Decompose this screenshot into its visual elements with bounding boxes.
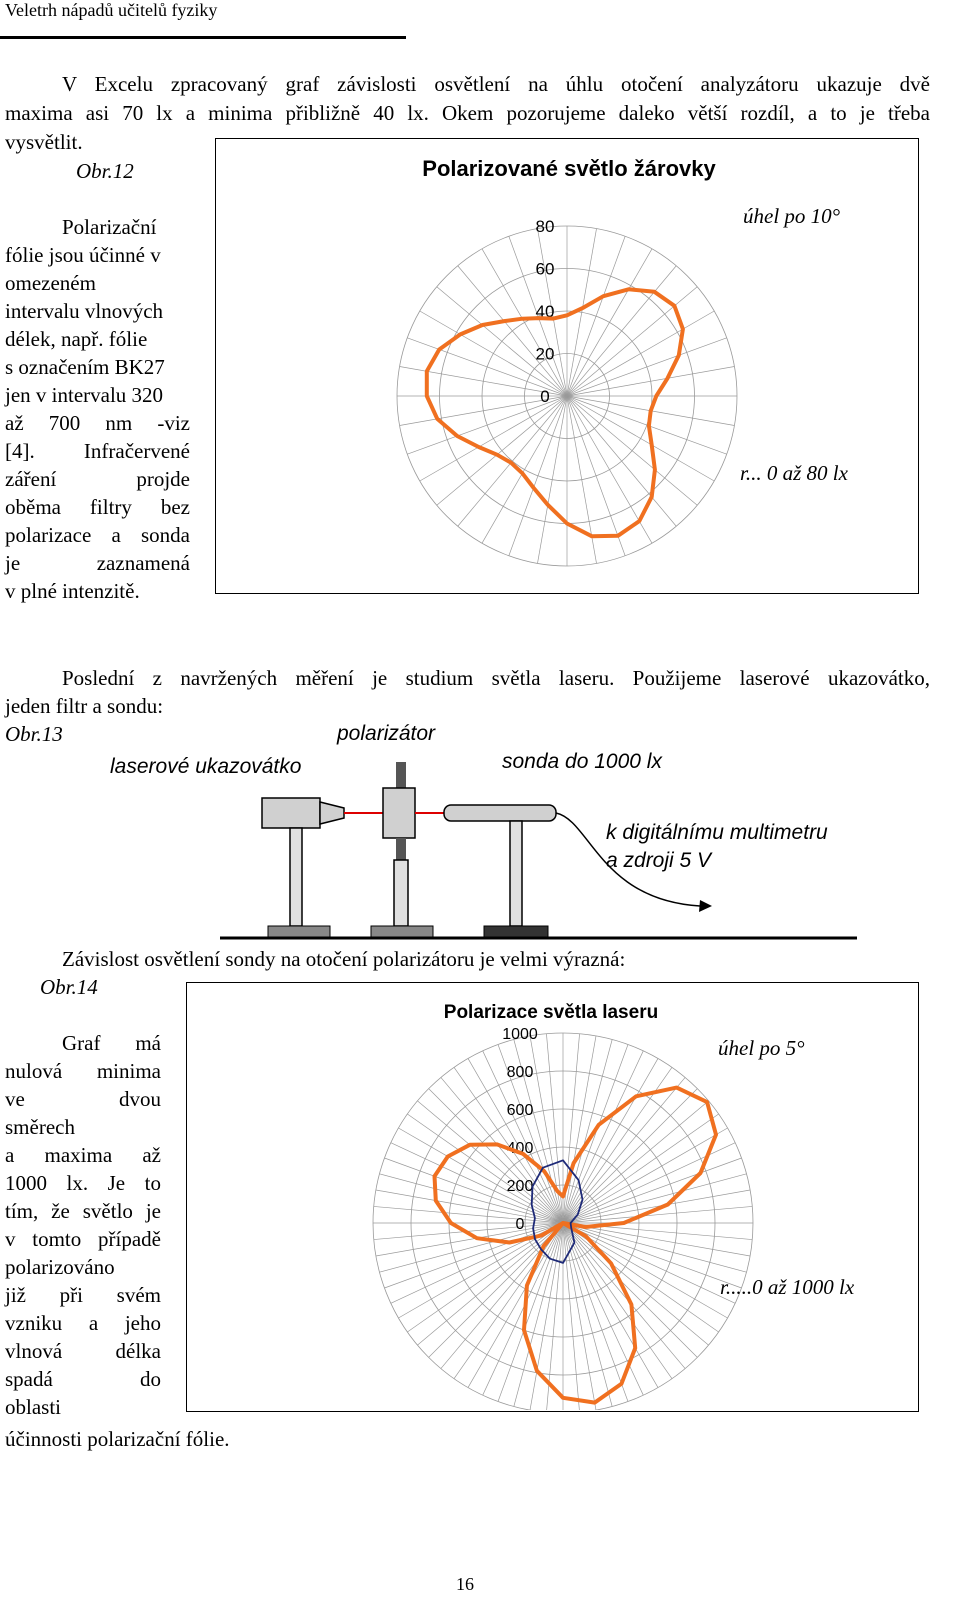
fig14-caption: Obr.14 bbox=[40, 975, 98, 999]
label-polarizer: polarizátor bbox=[337, 722, 436, 745]
label-multimeter-1: k digitálnímu multimetru bbox=[606, 821, 828, 844]
apparatus-diagram bbox=[0, 700, 960, 950]
fig12-side-line: záření projde bbox=[5, 467, 190, 491]
fig14-side-line: a maxima až bbox=[5, 1143, 161, 1167]
radial-tick-label: 600 bbox=[506, 1102, 534, 1119]
grid-spoke bbox=[563, 1223, 580, 1410]
radial-tick-label: 400 bbox=[506, 1140, 534, 1157]
fig12-side-text bbox=[5, 213, 190, 605]
fig12-side-line: délek, např. fólie bbox=[5, 327, 148, 351]
intro-line-3: vysvětlit. bbox=[5, 130, 83, 154]
chart-title: Polarizace světla laseru bbox=[443, 1002, 659, 1023]
fig14-side-text bbox=[5, 1029, 161, 1421]
radial-tick-label: 0 bbox=[540, 387, 550, 406]
fig12-side-line: v plné intenzitě. bbox=[5, 579, 140, 603]
fig12-side-line: polarizace a sonda bbox=[5, 523, 190, 547]
radius-range-annotation: r... 0 až 80 lx bbox=[740, 461, 848, 485]
fig14-chart-frame bbox=[186, 982, 919, 1412]
fig14-side-line: spadá do bbox=[5, 1367, 161, 1391]
fig12-side-line: [4]. Infračervené bbox=[5, 439, 190, 463]
fig13-intro-line-1: Poslední z navržených měření je studium světla laseru. Použijeme laserové ukazovátko, bbox=[62, 666, 930, 690]
fig12-side-line: omezeném bbox=[5, 271, 96, 295]
fig14-side-line: 1000 lx. Je to bbox=[5, 1171, 161, 1195]
polarizer bbox=[371, 762, 433, 937]
grid-spoke bbox=[563, 1174, 747, 1223]
intro-line-1: V Excelu zpracovaný graf závislosti osvětlení na úhlu otočení analyzátoru ukazuje dvě bbox=[62, 72, 930, 96]
fig12-side-line: až 700 nm -viz bbox=[5, 411, 190, 435]
fig14-side-line: ve dvou bbox=[5, 1087, 161, 1111]
fig14-side-last-line: účinnosti polarizační fólie. bbox=[5, 1427, 230, 1451]
chart-title: Polarizované světlo žárovky bbox=[422, 156, 716, 181]
fig12-caption: Obr.12 bbox=[76, 159, 134, 183]
radial-tick-label: 80 bbox=[535, 217, 555, 236]
fig14-side-line: oblasti bbox=[5, 1395, 61, 1419]
running-header: Veletrh nápadů učitelů fyziky bbox=[5, 0, 218, 20]
fig14-side-line: polarizováno bbox=[5, 1255, 115, 1279]
fig14-side-line: v tomto případě bbox=[5, 1227, 161, 1251]
arrow-head-icon bbox=[699, 900, 712, 912]
fig14-side-line: nulová minima bbox=[5, 1059, 161, 1083]
fig12-side-line: jen v intervalu 320 bbox=[5, 383, 164, 407]
fig13-intro-line-2: jeden filtr a sondu: bbox=[5, 694, 164, 718]
header-rule bbox=[0, 36, 406, 39]
angle-step-annotation: úhel po 10° bbox=[743, 204, 841, 228]
fig12-chart-svg bbox=[216, 139, 917, 592]
label-probe: sonda do 1000 lx bbox=[502, 750, 662, 773]
radial-tick-label: 200 bbox=[506, 1178, 534, 1195]
fig12-side-line: s označením BK27 bbox=[5, 355, 165, 379]
laser-pointer bbox=[262, 798, 344, 937]
fig14-side-line: Graf má bbox=[62, 1031, 161, 1055]
page-number: 16 bbox=[456, 1574, 474, 1594]
label-laser-pointer: laserové ukazovátko bbox=[110, 755, 302, 778]
fig14-intro: Závislost osvětlení sondy na otočení polarizátoru je velmi výrazná: bbox=[62, 947, 626, 971]
fig12-chart-frame bbox=[215, 138, 919, 594]
fig12-side-line: Polarizační bbox=[62, 215, 157, 239]
label-multimeter-2: a zdroji 5 V bbox=[606, 849, 712, 872]
grid-spoke bbox=[514, 1223, 563, 1407]
fig13-caption: Obr.13 bbox=[5, 722, 63, 746]
polar-grid bbox=[397, 226, 737, 566]
radial-tick-label: 1000 bbox=[502, 1026, 538, 1043]
grid-spoke bbox=[563, 1223, 747, 1272]
grid-spoke bbox=[563, 1039, 612, 1223]
intro-line-2: maxima asi 70 lx a minima přibližně 40 lx. Okem pozorujeme daleko větší rozdíl, a to je třeba bbox=[5, 101, 930, 125]
radial-tick-label: 20 bbox=[535, 344, 555, 364]
radius-range-annotation: r.....0 až 1000 lx bbox=[720, 1275, 855, 1299]
fig12-side-line: intervalu vlnových bbox=[5, 299, 164, 323]
fig14-side-line: směrech bbox=[5, 1115, 75, 1139]
fig14-side-line: vzniku a jeho bbox=[5, 1311, 161, 1335]
radial-tick-label: 0 bbox=[515, 1216, 525, 1233]
angle-step-annotation: úhel po 5° bbox=[718, 1036, 805, 1060]
fig14-chart-svg bbox=[187, 983, 917, 1410]
radial-tick-label: 40 bbox=[535, 302, 555, 321]
fig12-side-line: fólie jsou účinné v bbox=[5, 243, 161, 267]
fig14-side-line: vlnová délka bbox=[5, 1339, 161, 1363]
radial-tick-label: 60 bbox=[535, 259, 555, 279]
radial-tick-label: 800 bbox=[506, 1064, 534, 1081]
fig12-side-line: je zaznamená bbox=[5, 551, 190, 575]
fig14-side-line: tím, že světlo je bbox=[5, 1199, 161, 1223]
fig14-side-line: již při svém bbox=[5, 1283, 161, 1307]
fig12-side-line: oběma filtry bez bbox=[5, 495, 190, 519]
